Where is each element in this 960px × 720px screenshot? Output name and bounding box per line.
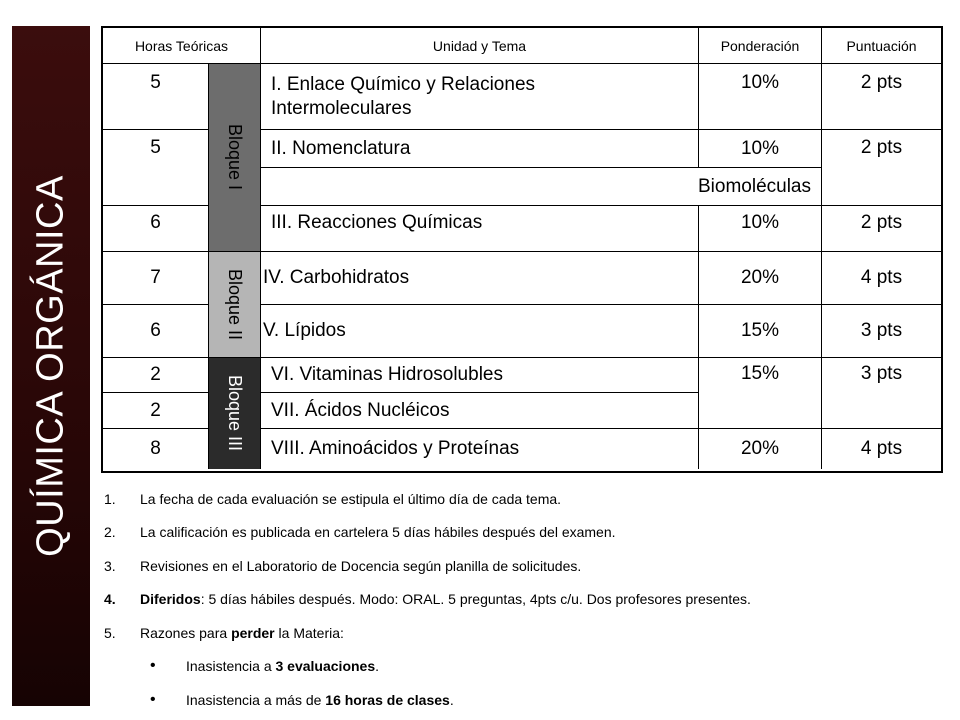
- notes-list: [104, 482, 954, 717]
- tema-cell: V. Lípidos: [261, 305, 699, 358]
- tema-cell: VI. Vitaminas Hidrosolubles: [261, 358, 699, 393]
- header-puntuacion: Puntuación: [822, 28, 941, 64]
- bloque-i: Bloque I: [209, 64, 261, 252]
- tema-cell: VII. Ácidos Nucléicos: [261, 393, 699, 429]
- note-item: 5. Razones para perder la Materia:: [104, 624, 344, 641]
- tema-cell: II. Nomenclatura: [261, 130, 699, 168]
- note-subitem: • Inasistencia a más de 16 horas de clases.: [150, 690, 454, 708]
- horas-cell: 6: [103, 206, 209, 252]
- ponderacion-cell: 15%: [699, 305, 822, 358]
- bullet-icon: •: [150, 690, 156, 708]
- puntuacion-cell: 4 pts: [860, 438, 903, 459]
- header-unidad: Unidad y Tema: [261, 28, 699, 64]
- ponderacion-cell: 20%: [699, 252, 822, 305]
- side-title-bar: [12, 26, 90, 706]
- ponderacion-cell: 10%: [699, 130, 822, 168]
- ponderacion-cell: 15%: [699, 358, 822, 429]
- horas-cell: 2: [103, 393, 209, 429]
- ponderacion-cell: 10%: [699, 206, 822, 252]
- note-subitem: • Inasistencia a 3 evaluaciones.: [150, 657, 380, 675]
- tema-subrow-biomoleculas: Biomoléculas: [261, 168, 822, 206]
- bloque-ii: Bloque II: [209, 252, 261, 358]
- note-item: 3. Revisiones en el Laboratorio de Docencia según planilla de solicitudes.: [104, 557, 582, 574]
- note-item: 4. Diferidos: 5 días hábiles después. Modo: ORAL. 5 preguntas, 4pts c/u. Dos profesores presentes.: [104, 591, 751, 608]
- tema-cell: I. Enlace Químico y Relaciones Intermoleculares: [261, 64, 699, 130]
- note-item: 1. La fecha de cada evaluación se estipula el último día de cada tema.: [104, 490, 562, 507]
- ponderacion-cell: 20%: [699, 429, 822, 469]
- tema-cell: VIII. Aminoácidos y Proteínas: [261, 429, 699, 469]
- ponderacion-cell: 10%: [699, 64, 822, 130]
- puntuacion-cell: 3 pts: [822, 305, 941, 358]
- horas-cell: 6: [103, 305, 209, 358]
- note-item: 2. La calificación es publicada en cartelera 5 días hábiles después del examen.: [104, 524, 616, 541]
- horas-cell: 2: [103, 358, 209, 393]
- puntuacion-cell: 4 pts: [822, 252, 941, 305]
- header-ponderacion: Ponderación: [699, 28, 822, 64]
- header-horas: Horas Teóricas: [103, 28, 261, 64]
- horas-cell: 8: [103, 429, 209, 469]
- puntuacion-cell: 2 pts: [822, 130, 941, 206]
- bloque-iii: Bloque III: [209, 358, 261, 469]
- horas-cell: 5: [103, 64, 209, 130]
- tema-cell: IV. Carbohidratos: [261, 252, 699, 305]
- course-table: [101, 26, 943, 473]
- horas-cell: 5: [103, 130, 209, 206]
- puntuacion-cell: 3 pts: [822, 358, 941, 429]
- bullet-icon: •: [150, 657, 156, 675]
- side-title: QUÍMICA ORGÁNICA: [29, 175, 72, 557]
- tema-cell: III. Reacciones Químicas: [261, 206, 699, 252]
- puntuacion-cell: 2 pts: [822, 206, 941, 252]
- horas-cell: 7: [103, 252, 209, 305]
- puntuacion-cell: 2 pts: [822, 64, 941, 130]
